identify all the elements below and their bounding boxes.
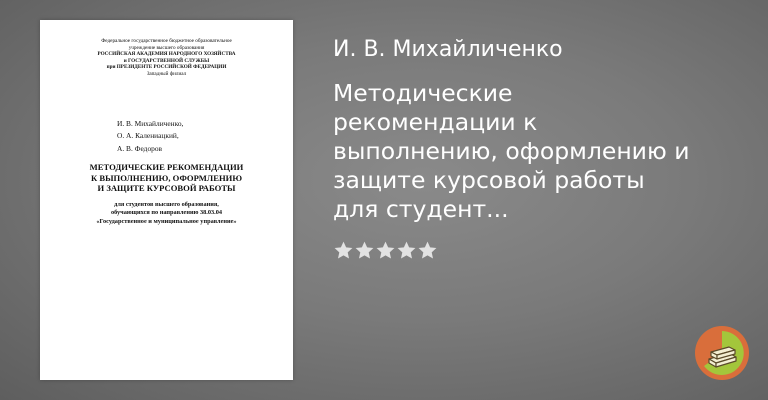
book-title[interactable] bbox=[333, 79, 743, 224]
star-icon bbox=[354, 240, 375, 261]
cover-organization bbox=[40, 38, 293, 78]
cover-title-line: И ЗАЩИТЕ КУРСОВОЙ РАБОТЫ bbox=[97, 183, 236, 194]
cover-author: А. В. Федоров bbox=[117, 143, 163, 153]
cover-title-line: МЕТОДИЧЕСКИЕ РЕКОМЕНДАЦИИ bbox=[89, 162, 244, 172]
cover-org-line: РОССИЙСКАЯ АКАДЕМИЯ НАРОДНОГО ХОЗЯЙСТВА bbox=[97, 51, 236, 58]
cover-author: О. А. Калениацкий, bbox=[117, 131, 179, 141]
book-title-line: Методические bbox=[333, 79, 513, 107]
cover-org-line: и ГОСУДАРСТВЕННОЙ СЛУЖБЫ bbox=[123, 57, 210, 64]
book-title-line: выполнению, оформлению и bbox=[333, 137, 690, 165]
star-icon bbox=[333, 240, 354, 261]
cover-authors bbox=[117, 118, 183, 155]
cover-author: И. В. Михайличенко, bbox=[117, 119, 184, 128]
star-rating[interactable] bbox=[333, 240, 438, 261]
book-title-line: для студент... bbox=[333, 195, 509, 223]
star-icon bbox=[396, 240, 417, 261]
cover-org-line: учреждение высшего образования bbox=[128, 44, 205, 51]
star-icon bbox=[417, 240, 438, 261]
book-title-line: рекомендации к bbox=[333, 108, 538, 136]
cover-title bbox=[40, 162, 293, 194]
star-icon bbox=[375, 240, 396, 261]
cover-title-line: К ВЫПОЛНЕНИЮ, ОФОРМЛЕНИЮ bbox=[91, 172, 242, 183]
cover-org-line: при ПРЕЗИДЕНТЕ РОССИЙСКОЙ ФЕДЕРАЦИИ bbox=[106, 64, 227, 71]
cover-subtitle-line: для студентов высшего образования, bbox=[114, 201, 219, 208]
cover-org-line: Западный филиал bbox=[146, 70, 187, 77]
book-cover[interactable] bbox=[40, 20, 293, 380]
book-title-line: защите курсовой работы bbox=[333, 166, 645, 194]
cover-org-line: Федеральное государственное бюджетное образовательное bbox=[101, 38, 232, 44]
cover-subtitle-line: «Государственное и муниципальное управление» bbox=[96, 217, 237, 225]
author-name[interactable]: И. В. Михайличенко bbox=[333, 37, 563, 62]
cover-subtitle bbox=[40, 201, 293, 226]
cover-subtitle-line: обучающихся по направлению 38.03.04 bbox=[110, 209, 223, 217]
books-icon[interactable] bbox=[695, 326, 749, 380]
